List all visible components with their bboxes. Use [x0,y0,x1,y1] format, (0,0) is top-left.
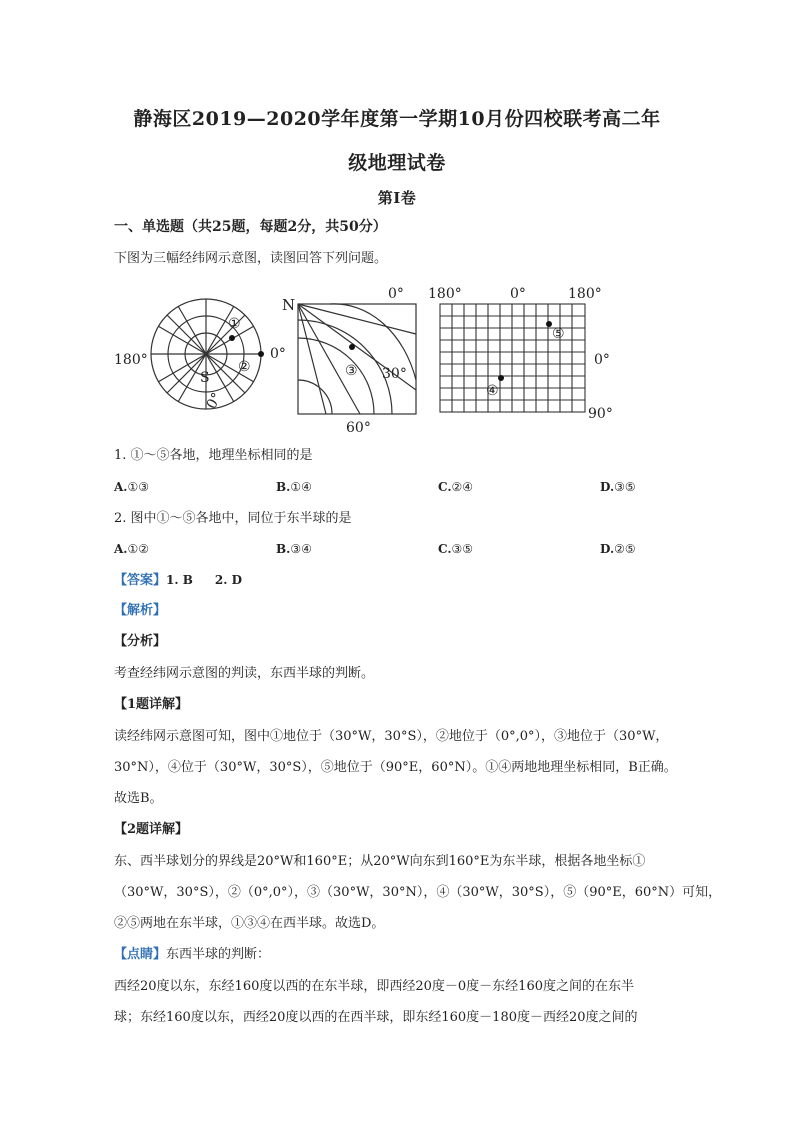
q1-detail-line: 读经纬网示意图可知，图中①地位于（30°W，30°S），②地位于（0°,0°），③地位于（30°W， [114,729,669,744]
rect-grid [440,304,585,412]
polar-label-180: 180° [114,352,148,368]
q2-option-c[interactable]: C.③⑤ [438,542,474,556]
dianjing-line: 西经20度以东，东经160度以西的在东半球，即西经20度－0度－东经160度之间的在东半 [114,979,634,994]
point-2-dot [258,351,264,357]
answer-q2: 2. D [214,573,242,587]
q2-detail-line: ②⑤两地在东半球，①③④在西半球。故选D。 [114,916,385,931]
question-intro: 下图为三幅经纬网示意图，读图回答下列问题。 [114,251,388,266]
quadrant-label-n: N [282,296,296,314]
part-title: 第Ⅰ卷 [377,189,417,207]
point-3-label: ③ [345,363,358,379]
point-4-dot [498,375,504,381]
question-2-stem: 2. 图中①～⑤各地中，同位于东半球的是 [114,511,352,526]
fenxi-text: 考查经纬网示意图的判读，东西半球的判断。 [114,666,375,681]
quadrant-label-60: 60° [346,420,371,436]
point-2-label: ② [238,359,251,375]
q1-detail-line: 30°N），④位于（30°W，30°S），⑤地位于（90°E，60°N）。①④两地地理坐标相同，B正确。 [114,760,677,775]
polar-label-0-bottom: 0° [203,390,226,412]
analysis-tag: 【解析】 [114,603,167,618]
question-1-stem: 1. ①～⑤各地，地理坐标相同的是 [114,448,313,463]
graticule-figure [110,280,630,440]
polar-graticule [151,299,261,409]
exam-title-line-1: 静海区2019—2020学年度第一学期10月份四校联考高二年 [133,108,661,130]
q2-detail-line: （30°W，30°S），②（0°,0°），③（30°W，30°N），④（30°W，30°S），⑤（90°E，60°N）可知， [114,885,722,900]
answer-tag: 【答案】 [114,573,167,588]
section-heading: 一、单选题（共25题，每题2分，共50分） [114,219,387,235]
q1-option-d[interactable]: D.③⑤ [600,480,636,494]
quadrant-radial [298,304,416,334]
point-5-label: ⑤ [552,326,565,342]
dianjing-heading [114,946,694,964]
quadrant-label-0: 0° [388,286,404,302]
q2-detail-line: 东、西半球划分的界线是20°W和160°E；从20°W向东到160°E为东半球，根据各地坐标① [114,854,646,869]
quadrant-frame [298,304,416,414]
dianjing-title: 东西半球的判断： [166,947,271,962]
answer-q1: 1. B [166,573,193,587]
quadrant-graticule [298,304,416,414]
point-1-dot [229,335,235,341]
q2-detail-tag: 【2题详解】 [114,822,189,837]
grid-label-180-left: 180° [428,286,462,302]
q2-option-a[interactable]: A.①② [114,542,150,556]
q2-option-b[interactable]: B.③④ [276,542,312,556]
q1-detail-line: 故选B。 [114,791,163,806]
south-pole-label: S [200,370,210,386]
answer-line [114,571,694,590]
q1-option-b[interactable]: B.①④ [276,480,312,494]
grid-label-90: 90° [588,406,613,422]
point-1-label: ① [228,316,241,332]
polar-label-0-right: 0° [270,346,286,362]
exam-title-line-2: 级地理试卷 [348,152,446,174]
point-4-label: ④ [486,383,499,399]
dianjing-line: 球；东经160度以东，西经20度以西的在西半球，即东经160度－180度－西经20度之间的 [114,1010,638,1025]
point-3-dot [349,344,355,350]
q1-detail-tag: 【1题详解】 [114,697,189,712]
grid-label-0-right: 0° [594,352,610,368]
dianjing-tag: 【点睛】 [114,947,167,962]
quadrant-label-30: 30° [382,366,407,382]
q2-option-d[interactable]: D.②⑤ [600,542,636,556]
grid-label-0-top: 0° [510,286,526,302]
quadrant-arc [298,380,332,414]
q1-option-a[interactable]: A.①③ [114,480,150,494]
grid-label-180-right: 180° [568,286,602,302]
q1-option-c[interactable]: C.②④ [438,480,474,494]
fenxi-tag: 【分析】 [114,634,167,649]
